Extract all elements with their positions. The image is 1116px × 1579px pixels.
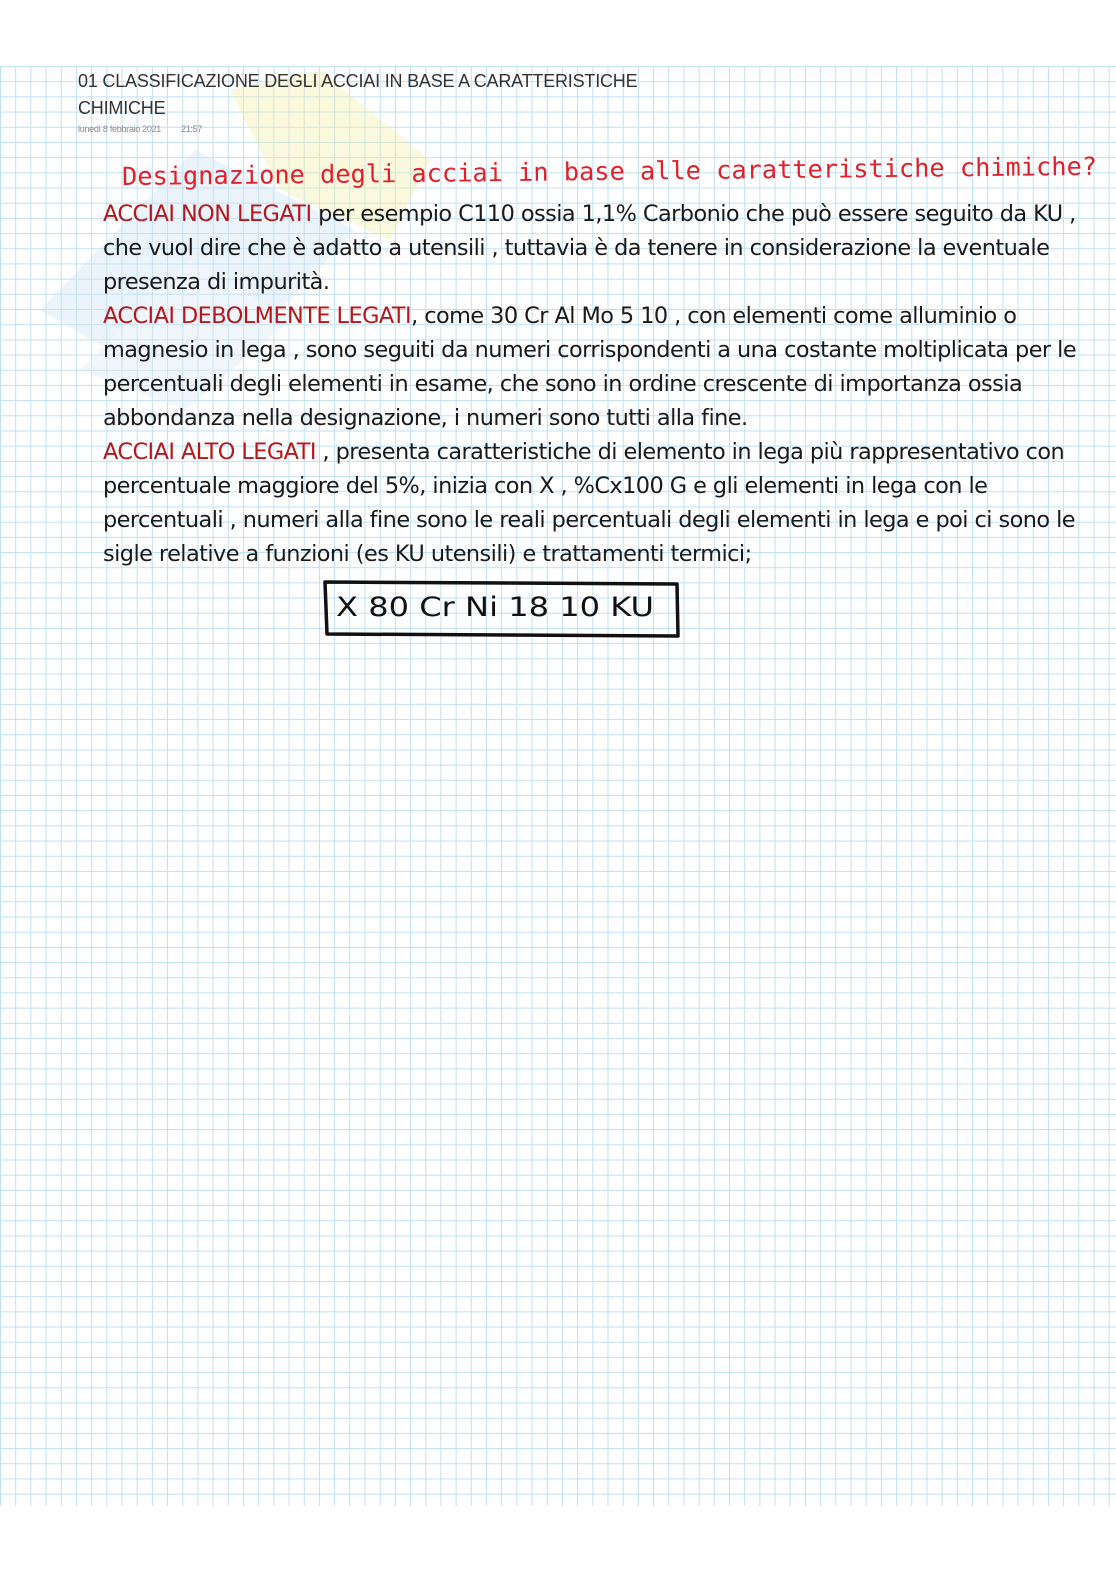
formula-box [318, 574, 684, 644]
section-alto-legati [103, 435, 1108, 571]
section-non-legati [103, 197, 1108, 299]
section-text: , presenta caratteristiche di elemento in lega più rappresentativo con percentuale maggiore del 5%, inizia con X , %Cx100 G e gli elementi in lega con le percentuali , numeri alla fine sono le reali percentuali degli elementi in lega e poi ci sono le sigle relative a funzioni (es KU utensili) e trattamenti termici; [103, 439, 1076, 567]
section-text: , come 30 Cr Al Mo 5 10 , con elementi come alluminio o magnesio in lega , sono seguiti da numeri corrispondenti a una costante moltiplicata per le percentuali degli elementi in esame, che sono in ordine crescente di importanza ossia abbondanza nella designazione, i numeri sono tutti alla fine. [103, 303, 1077, 431]
page-bottom-margin [0, 1506, 1116, 1579]
section-label: ACCIAI NON LEGATI [103, 201, 312, 227]
section-debolmente-legati [103, 299, 1108, 435]
section-text: per esempio C110 ossia 1,1% Carbonio che può essere seguito da KU , che vuol dire che è adatto a utensili , tuttavia è da tenere in considerazione la eventuale presenza di impurità. [103, 201, 1076, 295]
page-date: lunedì 8 febbraio 2021 [78, 124, 161, 134]
section-label: ACCIAI ALTO LEGATI [103, 439, 316, 465]
notes-body [103, 197, 1108, 571]
page-title: 01 CLASSIFICAZIONE DEGLI ACCIAI IN BASE A CARATTERISTICHE CHIMICHE [78, 71, 638, 118]
section-label: ACCIAI DEBOLMENTE LEGATI [103, 303, 412, 329]
handwritten-heading-text: Designazione degli acciai in base alle caratteristiche chimiche? [121, 151, 1086, 192]
formula-text: X 80 Cr Ni 18 10 KU [336, 592, 654, 623]
handwritten-heading [120, 142, 1110, 194]
page-meta [78, 124, 202, 134]
page-time: 21:57 [180, 124, 203, 134]
